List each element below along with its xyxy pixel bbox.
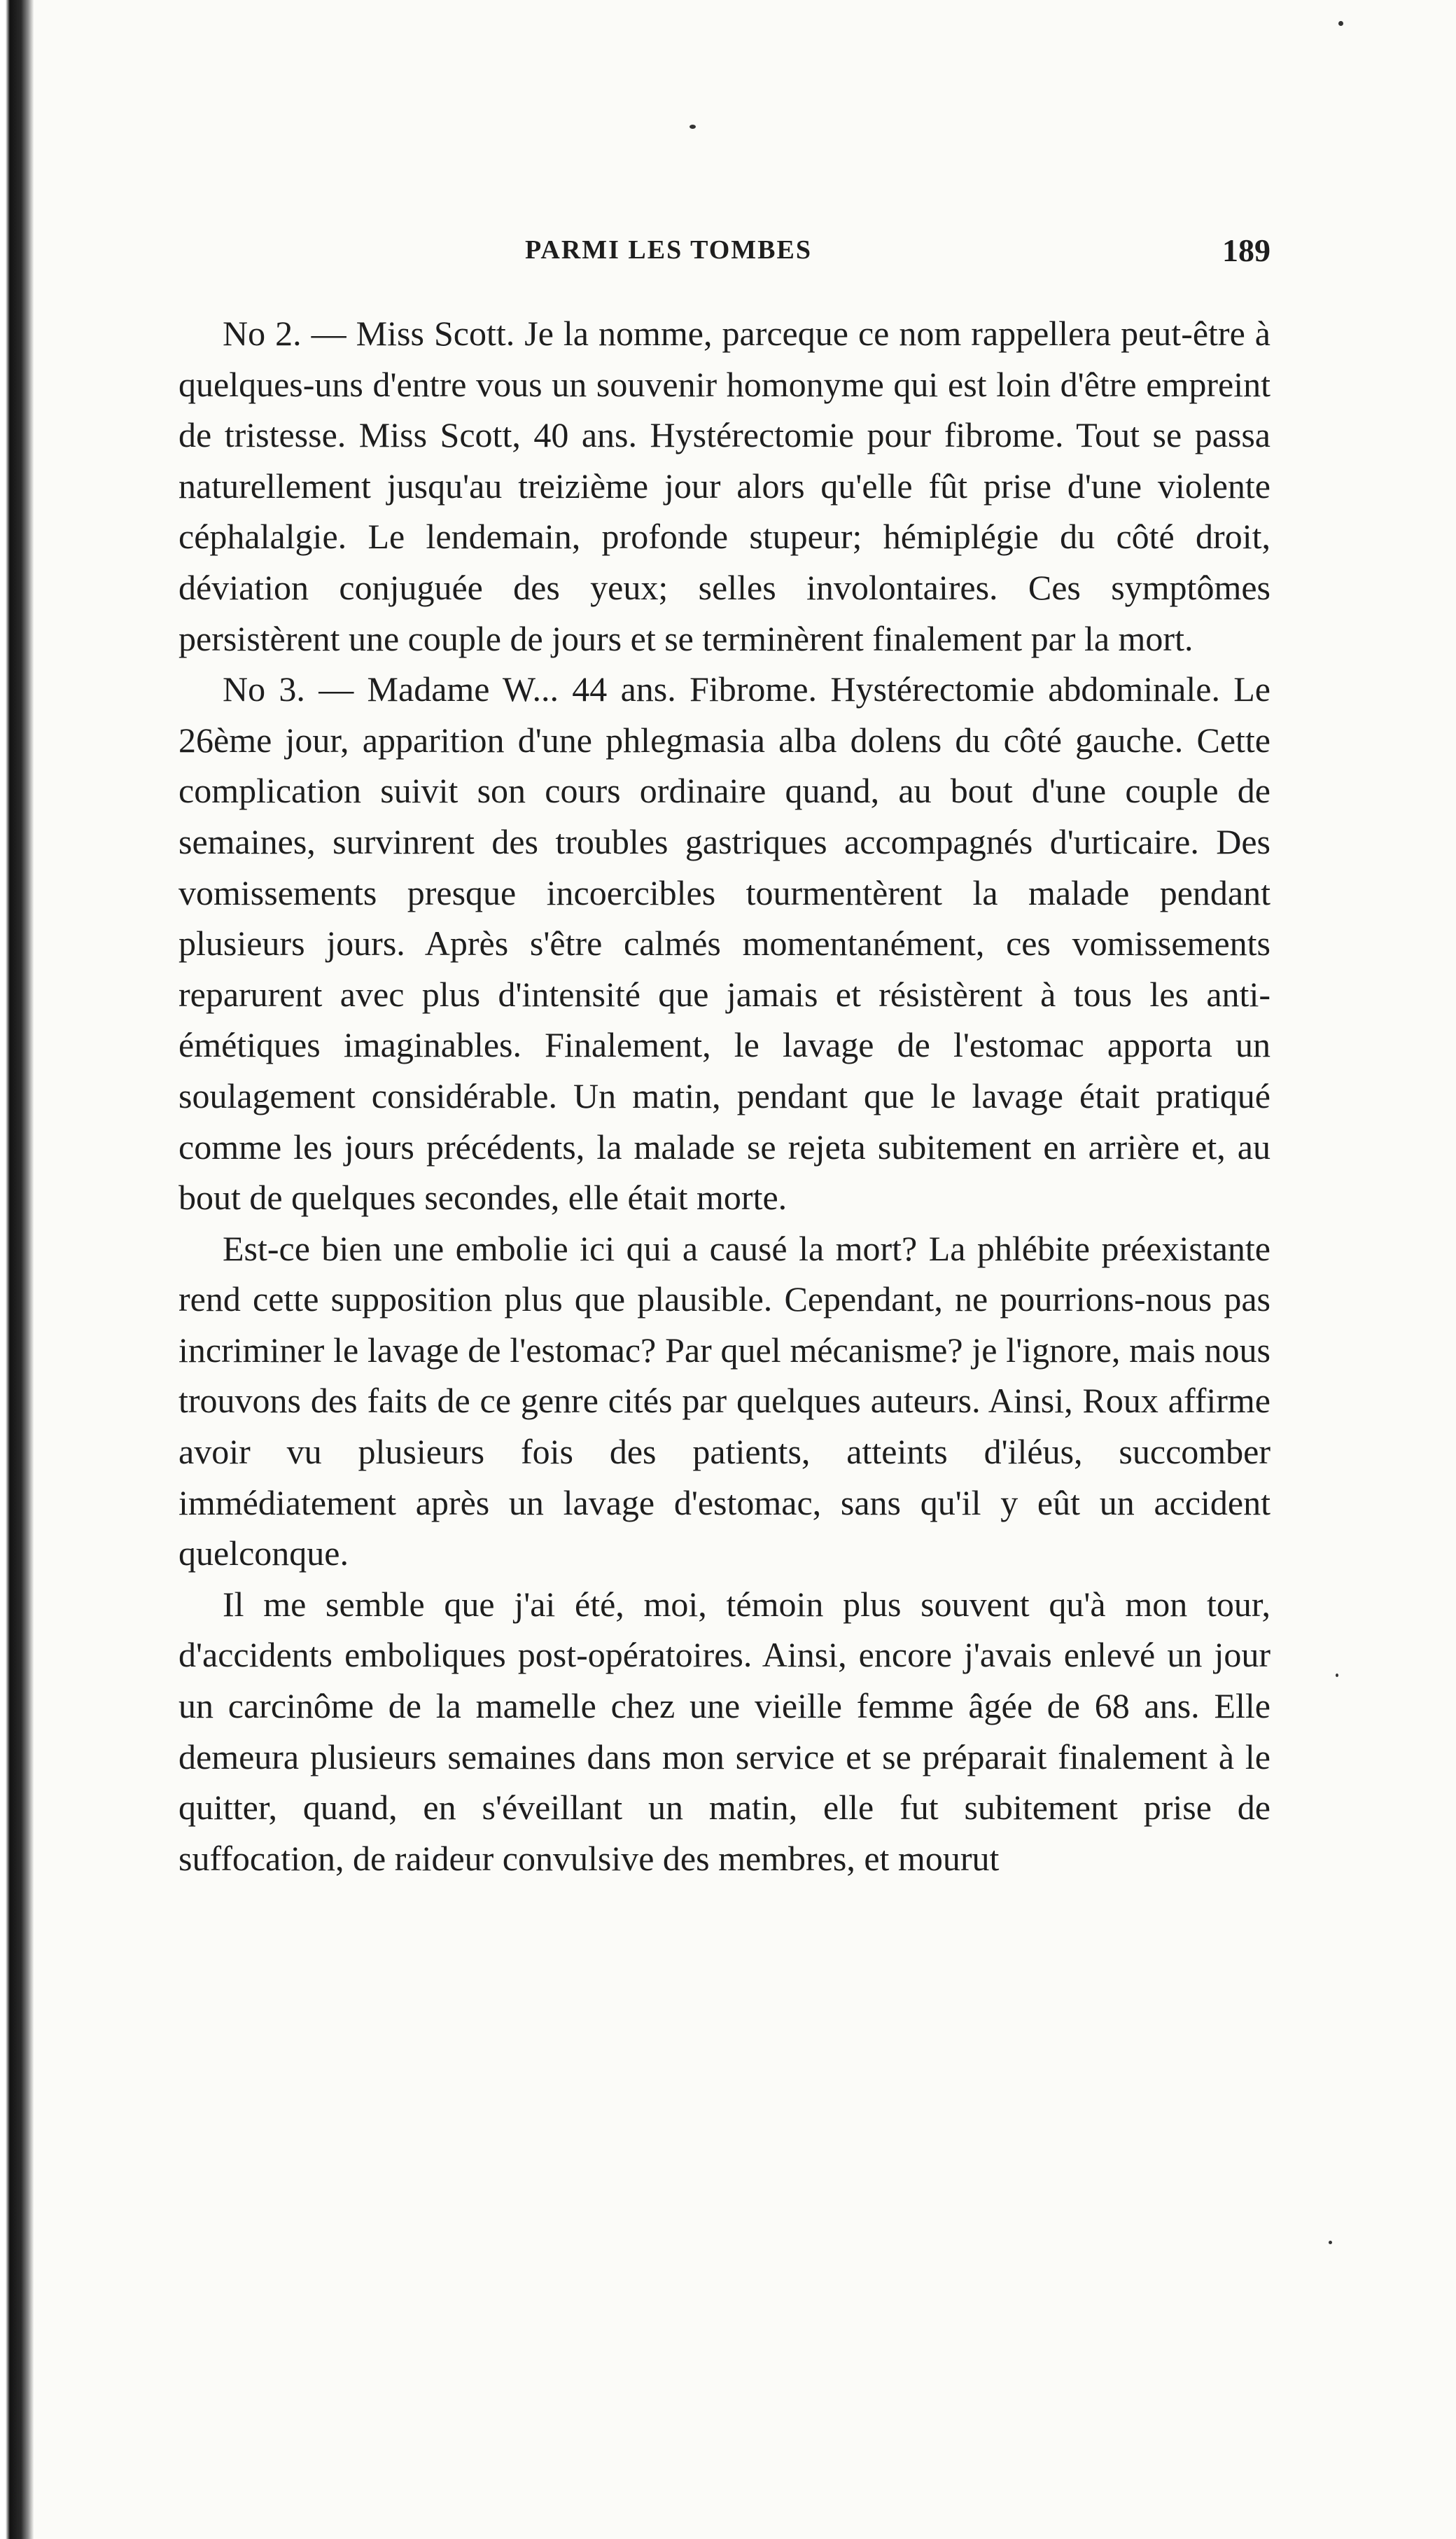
running-title: PARMI LES TOMBES <box>525 235 812 265</box>
paragraph-embolism-discussion: Est-ce bien une embolie ici qui a causé la mort? La phlébite préexistante rend cette supposition plus que plausible. Cependant, ne pourrions-nous pas incriminer le lavage de l'estomac? Par quel mécanisme? je l'ignore, mais nous trouvons des faits de ce genre cités par quelques auteurs. Ainsi, Roux affirme avoir vu plusieurs fois des patients, atteints d'iléus, succomber immédiatement après un lavage d'estomac, sans qu'il y eût un accident quelconque. <box>178 1228 1270 1573</box>
paragraph-case-2: No 2. — Miss Scott. Je la nomme, parceque ce nom rappellera peut-être à quelques-uns d'entre vous un souvenir homonyme qui est loin d'être empreint de tristesse. Miss Scott, 40 ans. Hystérectomie pour fibrome. Tout se passa naturellement jusqu'au treizième jour alors qu'elle fût prise d'une violente céphalalgie. Le lendemain, profonde stupeur; hémiplégie du côté droit, déviation conjuguée des yeux; selles involontaires. Ces symptômes persistèrent une couple de jours et se terminèrent finalement par la mort. <box>178 314 1270 658</box>
scan-speck <box>1338 21 1343 26</box>
scan-speck <box>690 125 696 129</box>
scan-speck <box>1336 1674 1338 1677</box>
scan-binding-edge <box>0 0 34 2539</box>
paragraph-case-3: No 3. — Madame W... 44 ans. Fibrome. Hystérectomie abdominale. Le 26ème jour, apparition d'une phlegmasia alba dolens du côté gauche. Cette complication suivit son cours ordinaire quand, au bout d'une couple de semaines, survinrent des troubles gastriques accompagnés d'urticaire. Des vomissements presque incoercibles tourmentèrent la malade pendant plusieurs jours. Après s'être calmés momentanément, ces vomissements reparurent avec plus d'intensité que jamais et résistèrent à tous les anti-émétiques imaginables. Finalement, le lavage de l'estomac apporta un soulagement considérable. Un matin, pendant que le lavage était pratiqué comme les jours précédents, la malade se rejeta subitement en arrière et, au bout de quelques secondes, elle était morte. <box>178 669 1270 1218</box>
scan-speck <box>1329 2241 1332 2244</box>
page-number: 189 <box>1222 232 1270 268</box>
page-header <box>178 232 1270 270</box>
body-text <box>178 308 1270 1884</box>
paragraph-post-operative-accidents: Il me semble que j'ai été, moi, témoin plus souvent qu'à mon tour, d'accidents emboliques post-opératoires. Ainsi, encore j'avais enlevé un jour un carcinôme de la mamelle chez une vieille femme âgée de 68 ans. Elle demeura plusieurs semaines dans mon service et se préparait finalement à le quitter, quand, en s'éveillant un matin, elle fut subitement prise de suffocation, de raideur convulsive des membres, et mourut <box>178 1584 1270 1878</box>
